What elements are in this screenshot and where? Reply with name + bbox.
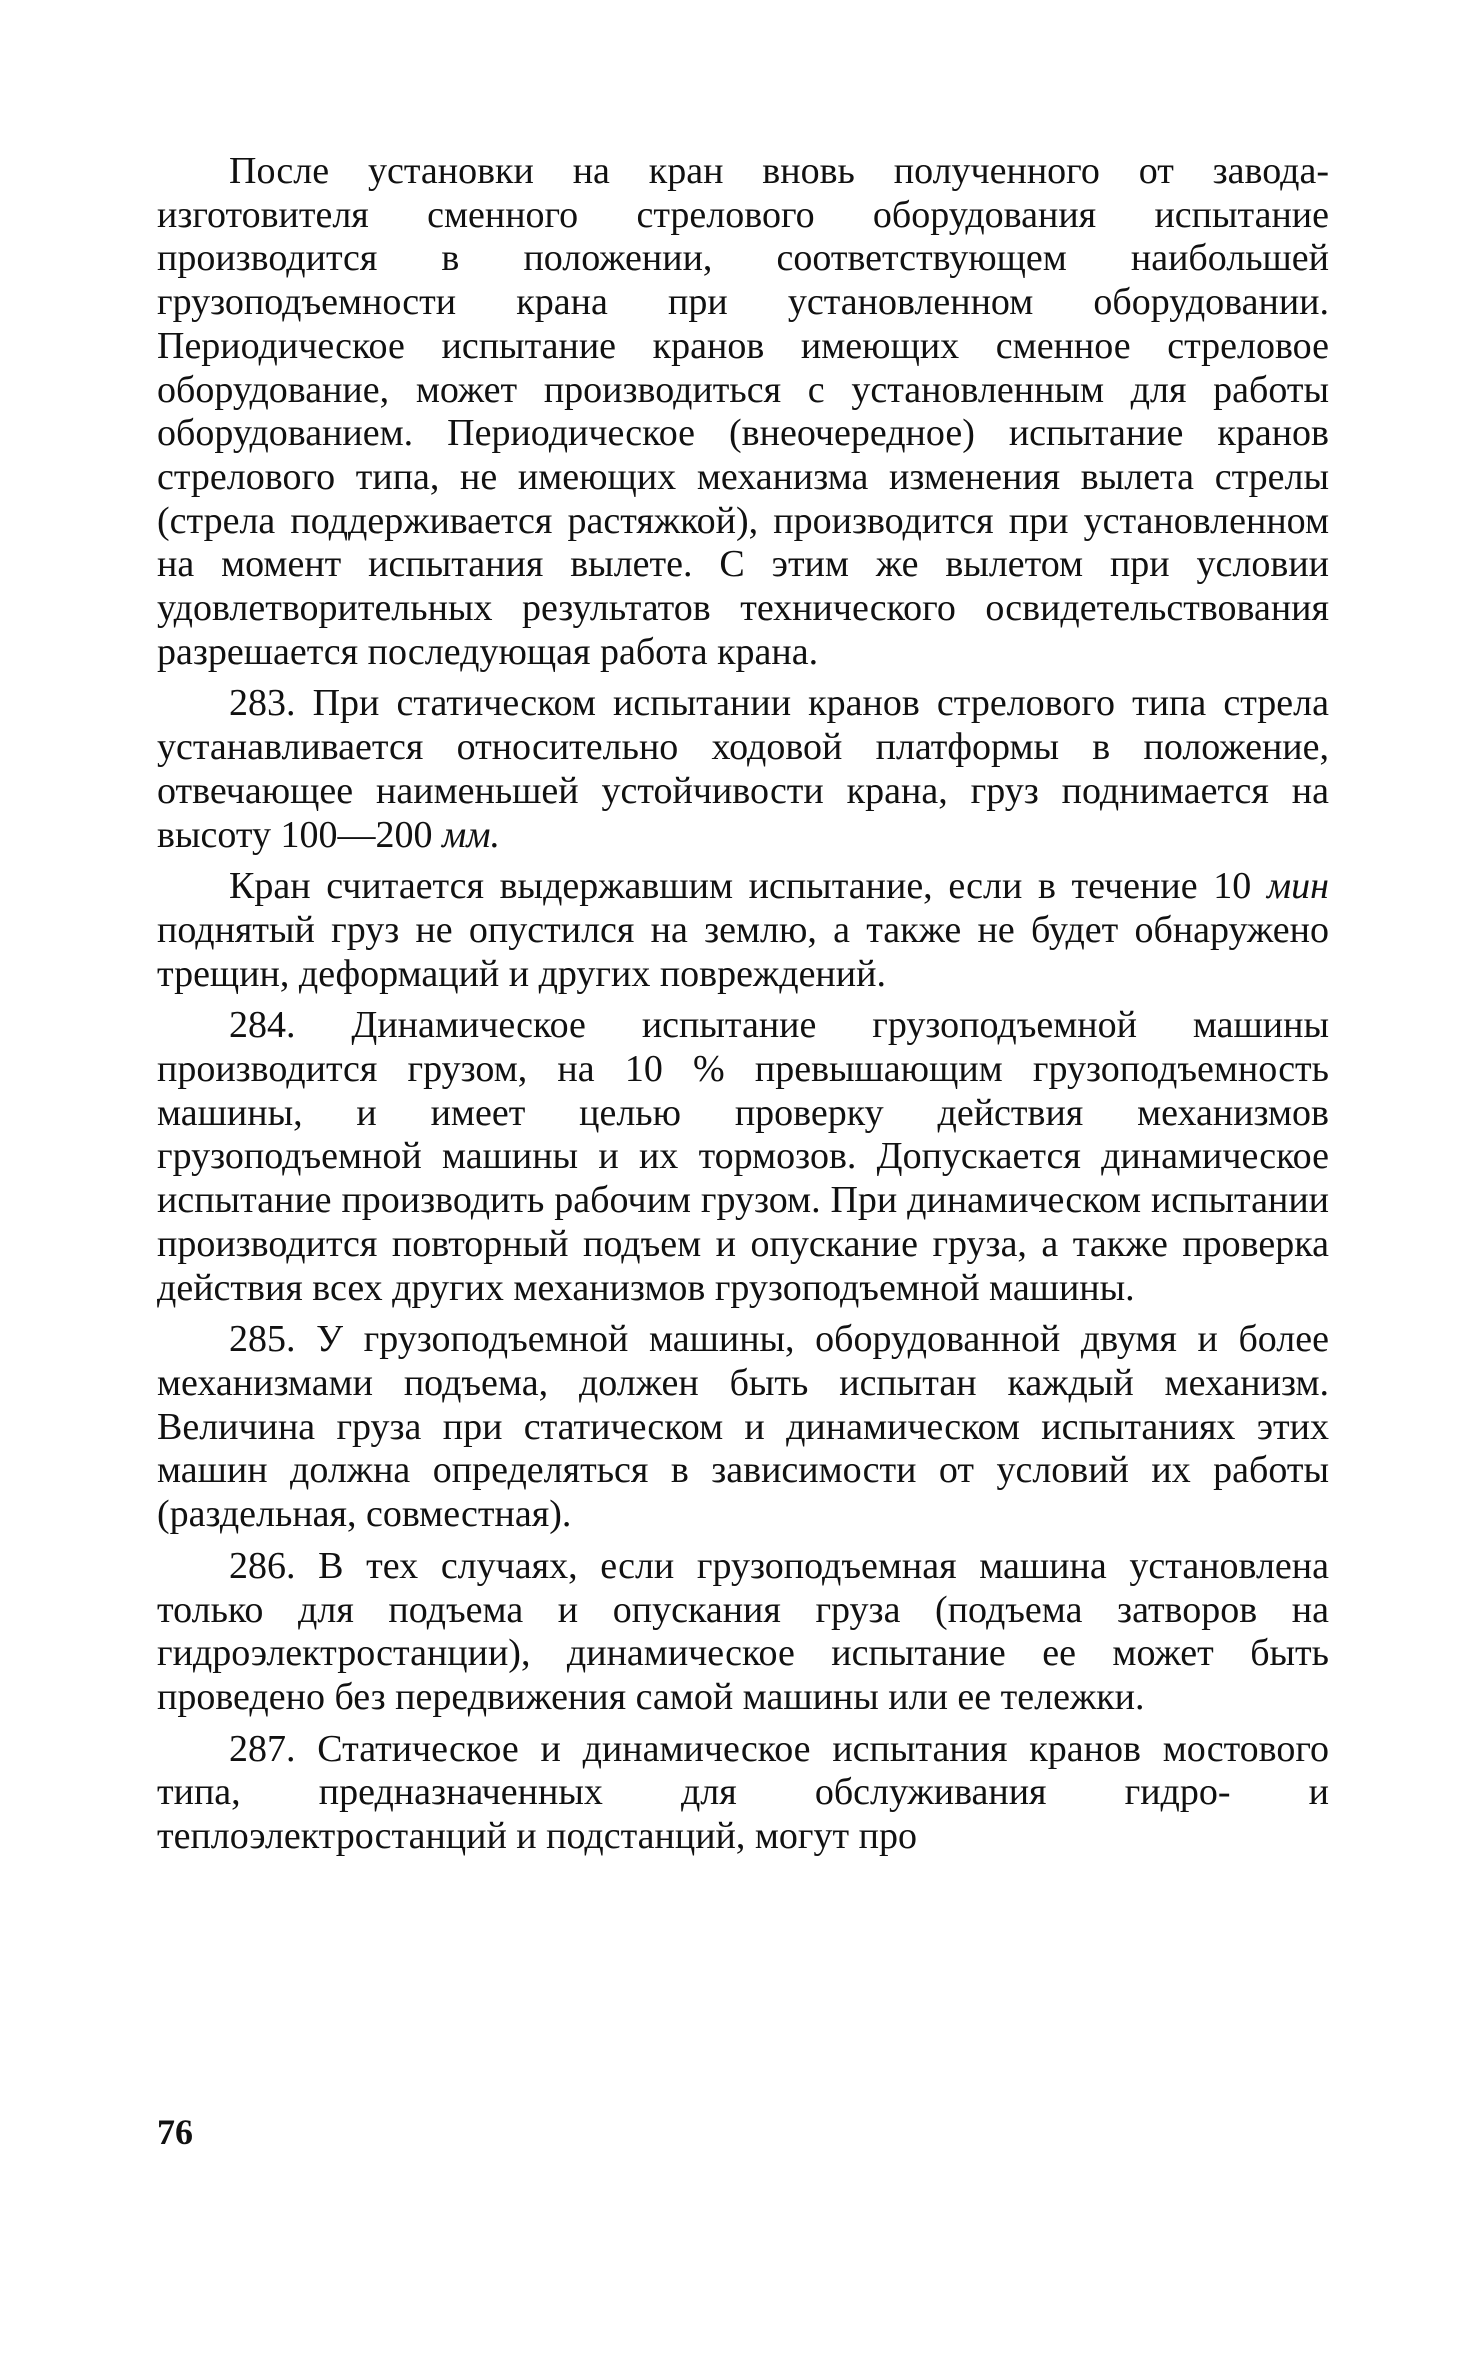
page-number: 76	[157, 2112, 193, 2152]
paragraph-285	[157, 1318, 1329, 1537]
paragraph-continuation	[157, 150, 1329, 674]
unit-mm: мм.	[441, 813, 500, 856]
unit-min: мин	[1266, 865, 1329, 908]
paragraph-text: После установки на кран вновь полученного от завода-изготовителя сменного стрелового оборудования испытание производится в положении, соответствующем наибольшей грузоподъемности крана при установленном оборудовании. Периодическое испытание кранов имеющих сменное стреловое оборудование, может производиться с установленным для работы оборудованием. Периодическое (внеочередное) испытание кранов стрелового типа, не имеющих механизма изменения вылета стрелы (стрела поддерживается растяжкой), производится при установленном на момент испытания вылете. С этим же вылетом при условии удовлетворительных результатов технического освидетельствования разрешается последующая работа крана.	[157, 150, 1329, 673]
paragraph-text: 285. У грузоподъемной машины, оборудованной двумя и более механизмами подъема, должен быть испытан каждый механизм. Величина груза при статическом и динамическом испытаниях этих машин должна определяться в зависимости от условий их работы (раздельная, совместная).	[157, 1318, 1329, 1536]
paragraph-text: 287. Статическое и динамическое испытания кранов мостового типа, предназначенных для обслуживания гидро- и теплоэлектростанций и подстанций, могут про	[157, 1727, 1329, 1858]
paragraph-text: Кран считается выдержавшим испытание, если в течение 10	[229, 865, 1267, 908]
paragraph-text: 283. При статическом испытании кранов стрелового типа стрела устанавливается относительно ходовой платформы в положение, отвечающее наименьшей устойчивости крана, груз поднимается на высоту 100—200	[157, 682, 1329, 856]
paragraph-287	[157, 1728, 1329, 1859]
paragraph-text: 286. В тех случаях, если грузоподъемная машина установлена только для подъема и опускания груза (подъема затворов на гидроэлектростанции), динамическое испытание ее может быть проведено без передвижения самой машины или ее тележки.	[157, 1544, 1329, 1718]
paragraph-text: 284. Динамическое испытание грузоподъемной машины производится грузом, на 10 % превышающим грузоподъемность машины, и имеет целью проверку действия механизмов грузоподъемной машины и их тормозов. Допускается динамическое испытание производить рабочим грузом. При динамическом испытании производится повторный подъем и опускание груза, а также проверка действия всех других механизмов грузоподъемной машины.	[157, 1004, 1329, 1309]
paragraph-283	[157, 682, 1329, 857]
page-body	[157, 150, 1329, 1859]
paragraph-284	[157, 1004, 1329, 1310]
paragraph-text: поднятый груз не опустился на землю, а также не будет обнаружено трещин, деформаций и других повреждений.	[157, 908, 1329, 995]
paragraph-283-continued	[157, 865, 1329, 996]
paragraph-286	[157, 1545, 1329, 1720]
